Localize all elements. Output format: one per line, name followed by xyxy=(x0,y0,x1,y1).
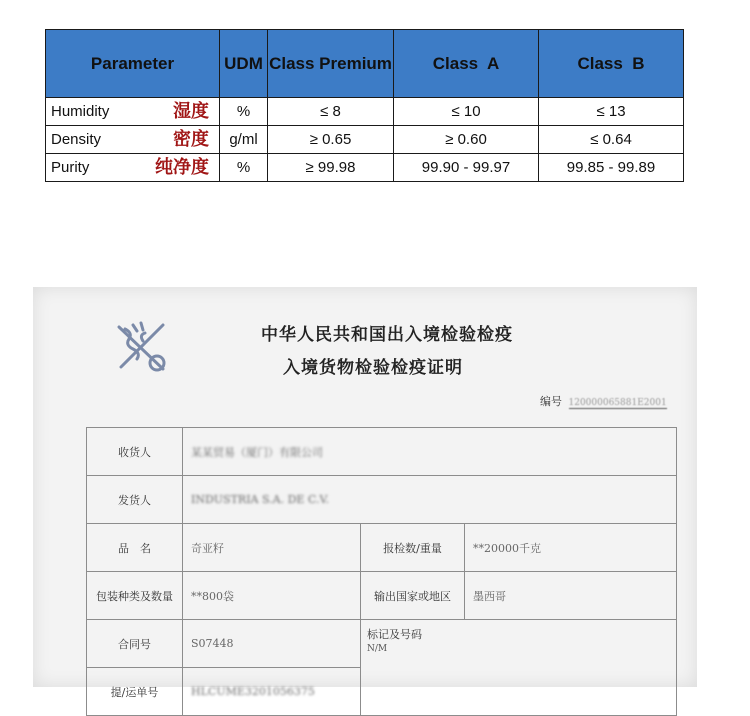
premium-cell: ≤ 8 xyxy=(268,98,394,126)
param-cell xyxy=(46,98,220,126)
row-consignor xyxy=(87,476,677,524)
class-a-cell: ≥ 0.60 xyxy=(394,126,539,154)
header-class-premium: Class Premium xyxy=(268,30,394,98)
inspection-certificate-scan xyxy=(33,287,697,699)
param-name: Humidity xyxy=(51,103,110,120)
udm-cell: % xyxy=(220,98,268,126)
udm-cell: % xyxy=(220,154,268,182)
header-class-a: Class A xyxy=(394,30,539,98)
certificate-authority-title: 中华人民共和国出入境检验检疫 xyxy=(261,325,513,345)
class-b-cell: ≤ 0.64 xyxy=(539,126,684,154)
udm-cell: g/ml xyxy=(220,126,268,154)
param-cell xyxy=(46,126,220,154)
header-parameter: Parameter xyxy=(46,30,220,98)
param-name-cn: 密度 xyxy=(173,129,209,150)
marks-value: N/M xyxy=(367,644,388,654)
consignor-value: INDUSTRIA S.A. DE C.V. xyxy=(191,493,329,506)
param-name: Density xyxy=(51,131,102,148)
premium-cell: ≥ 99.98 xyxy=(268,154,394,182)
specification-table xyxy=(45,29,684,182)
row-goods xyxy=(87,524,677,572)
param-name: Purity xyxy=(51,159,90,176)
quantity-label: 报检数/重量 xyxy=(361,524,465,572)
spec-row-density xyxy=(46,126,684,154)
goods-value: 奇亚籽 xyxy=(183,524,361,572)
bl-value: HLCUME3201056375 xyxy=(191,685,315,698)
consignor-label: 发货人 xyxy=(87,476,183,524)
contract-label: 合同号 xyxy=(87,620,183,668)
class-a-cell: 99.90 - 99.97 xyxy=(394,154,539,182)
serial-number xyxy=(540,393,667,409)
row-contract xyxy=(87,620,677,668)
spec-row-humidity xyxy=(46,98,684,126)
packing-label: 包装种类及数量 xyxy=(87,572,183,620)
contract-value: S07448 xyxy=(183,620,361,668)
bl-label: 提/运单号 xyxy=(87,668,183,716)
spec-row-purity xyxy=(46,154,684,182)
header-class-b: Class B xyxy=(539,30,684,98)
premium-cell: ≥ 0.65 xyxy=(268,126,394,154)
consignee-value: 某某贸易（厦门）有限公司 xyxy=(191,445,323,459)
origin-label: 输出国家或地区 xyxy=(361,572,465,620)
row-packing xyxy=(87,572,677,620)
header-udm: UDM xyxy=(220,30,268,98)
row-consignee xyxy=(87,428,677,476)
packing-value: **800袋 xyxy=(183,572,361,620)
class-b-cell: 99.85 - 99.89 xyxy=(539,154,684,182)
serial-value: 120000065881E2001 xyxy=(568,398,667,408)
param-cell xyxy=(46,154,220,182)
marks-label: 标记及号码 xyxy=(367,628,422,641)
certificate-fields-table xyxy=(86,427,677,716)
param-name-cn: 湿度 xyxy=(173,101,209,122)
goods-label: 品 名 xyxy=(87,524,183,572)
certificate-title: 入境货物检验检疫证明 xyxy=(283,358,463,378)
marks-cell xyxy=(361,620,677,716)
spec-header-row xyxy=(46,30,684,98)
param-name-cn: 纯净度 xyxy=(155,157,209,178)
consignee-label: 收货人 xyxy=(87,428,183,476)
class-b-cell: ≤ 13 xyxy=(539,98,684,126)
class-a-cell: ≤ 10 xyxy=(394,98,539,126)
origin-value: 墨西哥 xyxy=(465,572,677,620)
serial-label: 编号 xyxy=(540,395,562,408)
quantity-value: **20000千克 xyxy=(465,524,677,572)
